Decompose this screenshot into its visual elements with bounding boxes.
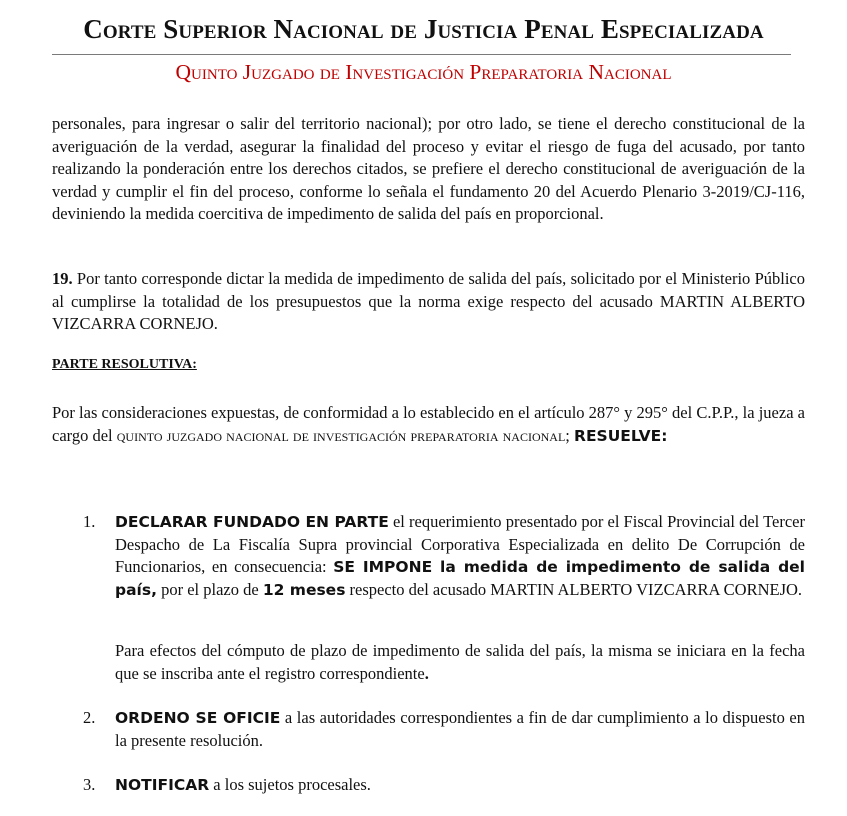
resolution-number-1: 1. <box>83 512 96 531</box>
header-divider <box>52 54 791 55</box>
resolution-item-1 <box>115 511 805 601</box>
resolution-lead: ORDENO SE OFICIE <box>115 709 281 727</box>
paragraph-number: 19. <box>52 269 73 288</box>
resolution-bold-measure: SE IMPONE la medida de impedimento de salida del país, <box>115 558 805 599</box>
resolution-item-3 <box>115 774 805 797</box>
paragraph-continuation: personales, para ingresar o salir del territorio nacional); por otro lado, se tiene el derecho constitucional de la averiguación de la verdad, asegurar la finalidad del proceso y evitar el riesgo de fuga del acusado, por tanto realizando la ponderación entre los derechos citados, se prefiere el derecho constitucional de averiguación de la verdad y cumplir el fin del proceso, conforme lo señala el fundamento 20 del Acuerdo Plenario 3-2019/CJ-116, deviniendo la medida coercitiva de impedimento de salida del país en proporcional. <box>52 114 805 224</box>
resolution-item-2 <box>115 707 805 752</box>
resolution-number-2: 2. <box>83 708 96 727</box>
section-heading: PARTE RESOLUTIVA: <box>52 357 197 372</box>
intro-separator: ; <box>565 425 575 445</box>
note-end: . <box>424 663 429 683</box>
intro-text: Por las consideraciones expuestas, de conformidad a lo establecido en el artículo 287° y 295° del C.P.P., la jueza a cargo del <box>52 403 805 445</box>
resolution-lead: DECLARAR FUNDADO EN PARTE <box>115 513 389 531</box>
resolution-text: respecto del acusado MARTIN ALBERTO VIZCARRA CORNEJO. <box>345 579 803 599</box>
resolution-text: a las autoridades correspondientes a fin de dar cumplimiento a lo dispuesto en la presente resolución. <box>115 708 805 750</box>
resuelve-label: RESUELVE: <box>574 426 668 445</box>
paragraph-text: Por tanto corresponde dictar la medida de impedimento de salida del país, solicitado por el Ministerio Público al cumplirse la totalidad de los presupuestos que la norma exige respecto del acusado MARTIN ALBERTO VIZCARRA CORNEJO. <box>52 269 805 334</box>
resolution-text: por el plazo de <box>156 579 263 599</box>
paragraph-resolutive-intro <box>52 402 805 447</box>
resolution-text: el requerimiento presentado por el Fiscal Provincial del Tercer Despacho de La Fiscalía Supra provincial Corporativa Especializada en delito De Corrupción de Funcionarios, en consecuencia: <box>115 512 805 577</box>
court-name-heading: Corte Superior Nacional de Justicia Penal Especializada <box>83 14 764 44</box>
resolution-number-3: 3. <box>83 775 96 794</box>
court-reference: quinto juzgado nacional de investigación preparatoria nacional <box>116 425 566 445</box>
paragraph-19 <box>52 268 805 336</box>
resolution-lead: NOTIFICAR <box>115 776 210 794</box>
court-office-heading: Quinto Juzgado de Investigación Preparatoria Nacional <box>175 60 672 84</box>
resolution-text: a los sujetos procesales. <box>209 775 371 794</box>
resolution-note-1 <box>115 640 805 685</box>
resolution-bold-term: 12 meses <box>262 580 346 599</box>
note-text: Para efectos del cómputo de plazo de impedimento de salida del país, la misma se iniciara en la fecha que se inscriba ante el registro correspondiente <box>115 641 805 683</box>
